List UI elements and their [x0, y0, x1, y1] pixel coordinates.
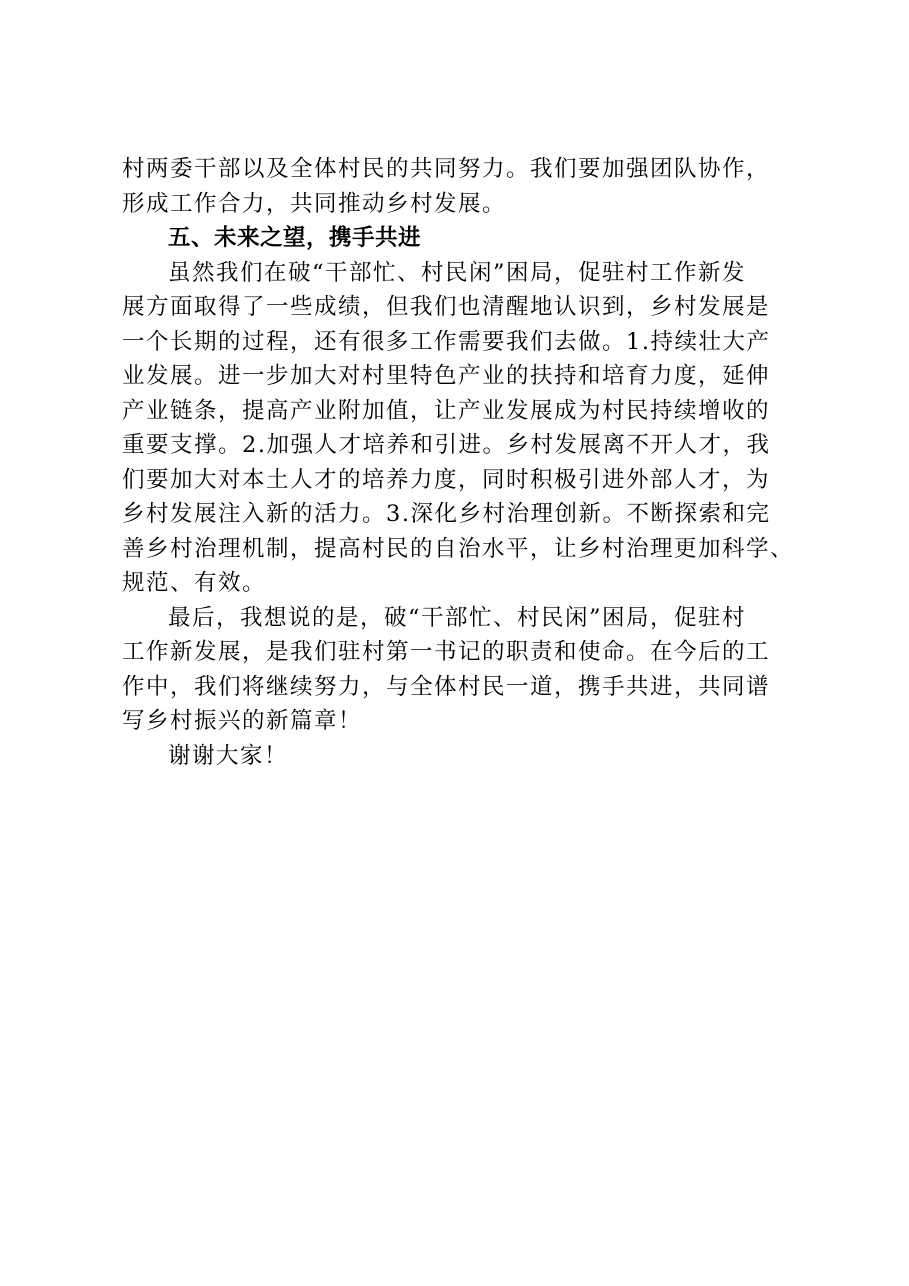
paragraph-1-line-4: 业发展。进一步加大对村里特色产业的扶持和培育力度，延伸: [122, 363, 771, 389]
paragraph-1-line-9: 善乡村治理机制，提高村民的自治水平，让乡村治理更加科学、: [122, 535, 795, 562]
paragraph-1-line-1: 虽然我们在破“干部忙、村民闲”困局，促驻村工作新发: [168, 259, 747, 286]
paragraph-1-line-5: 产业链条，提高产业附加值，让产业发展成为村民持续增收的: [122, 397, 771, 424]
document-body: [122, 152, 822, 773]
intro-line-1: 村两委干部以及全体村民的共同努力。我们要加强团队协作，: [122, 156, 771, 182]
paragraph-1-line-3: 一个长期的过程，还有很多工作需要我们去做。1.持续壮大产: [122, 328, 771, 355]
paragraph-2-line-1: 最后，我想说的是，破“干部忙、村民闲”困局，促驻村: [168, 604, 747, 631]
paragraph-2-line-2: 工作新发展，是我们驻村第一书记的职责和使命。在今后的工: [122, 639, 771, 665]
section-heading: 五、未来之望，携手共进: [168, 225, 422, 251]
paragraph-1-line-8: 乡村发展注入新的活力。3.深化乡村治理创新。不断探索和完: [122, 501, 771, 527]
paragraph-1-line-7: 们要加大对本土人才的培养力度，同时积极引进外部人才，为: [122, 466, 771, 493]
paragraph-2-line-4: 写乡村振兴的新篇章！: [122, 708, 363, 734]
paragraph-1-line-10: 规范、有效。: [122, 570, 267, 596]
paragraph-1-line-6: 重要支撑。2.加强人才培养和引进。乡村发展离不开人才，我: [122, 432, 771, 458]
closing-line: 谢谢大家！: [168, 742, 289, 769]
intro-line-2: 形成工作合力，共同推动乡村发展。: [122, 190, 507, 217]
paragraph-1-line-2: 展方面取得了一些成绩，但我们也清醒地认识到，乡村发展是: [122, 294, 771, 320]
paragraph-2-line-3: 作中，我们将继续努力，与全体村民一道，携手共进，共同谱: [122, 673, 771, 700]
